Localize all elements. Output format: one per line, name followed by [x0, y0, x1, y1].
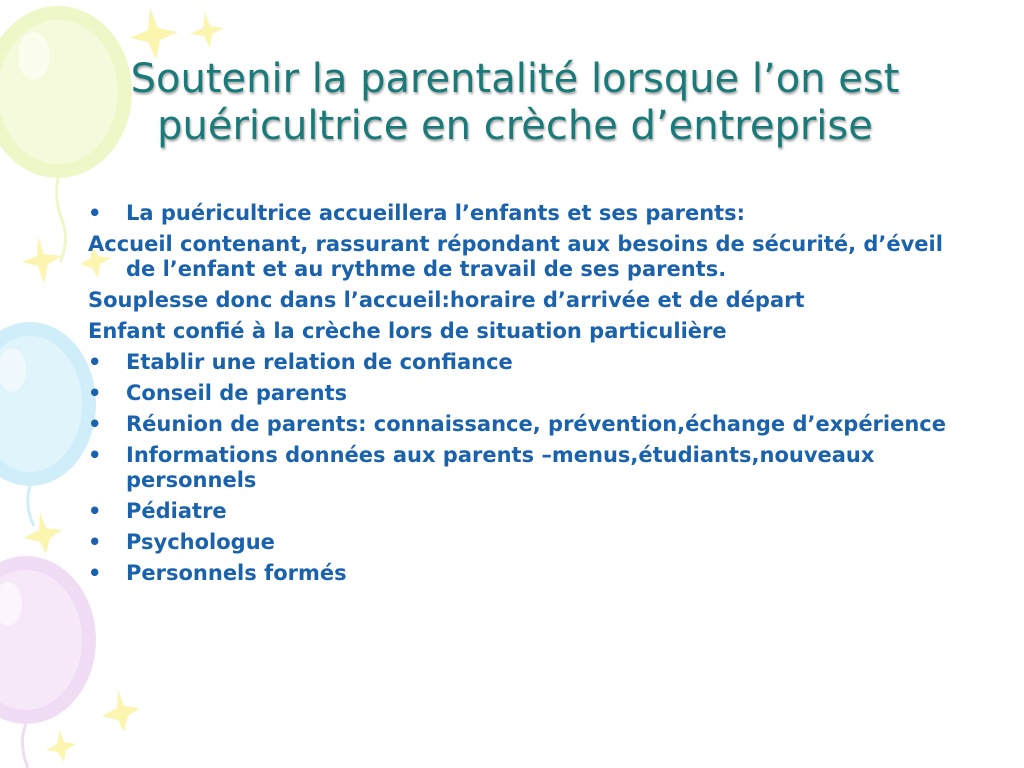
- paragraph-item: [88, 319, 968, 344]
- bullet-text: La puéricultrice accueillera l’enfants et ses parents:: [126, 201, 746, 225]
- bullet-text: Etablir une relation de confiance: [126, 350, 513, 374]
- bullet-text: Informations données aux parents –menus,étudiants,nouveaux personnels: [126, 443, 875, 492]
- paragraph-item: [88, 232, 968, 282]
- paragraph-text: Enfant confié à la crèche lors de situation particulière: [88, 319, 727, 343]
- bullet-icon: •: [88, 499, 102, 523]
- bullet-text: Pédiatre: [126, 499, 227, 523]
- purple-balloon: [0, 556, 96, 768]
- title-line: Soutenir la parentalité lorsque l’on est: [130, 56, 900, 102]
- paragraph-item: [88, 288, 968, 313]
- bullet-item: [88, 499, 968, 524]
- blue-balloon: [0, 322, 96, 526]
- bullet-icon: •: [88, 350, 102, 374]
- bullet-icon: •: [88, 443, 102, 467]
- bullet-item: [88, 381, 968, 406]
- bullet-text: Psychologue: [126, 530, 275, 554]
- bullet-text: Réunion de parents: connaissance, prévention,échange d’expérience: [126, 412, 946, 436]
- confetti-star-icon: [102, 690, 140, 732]
- bullet-item: [88, 350, 968, 375]
- paragraph-text: Accueil contenant, rassurant répondant aux besoins de sécurité, d’éveil de l’enfant et au rythme de travail de ses parents.: [88, 232, 943, 281]
- paragraph-text: Souplesse donc dans l’accueil:horaire d’arrivée et de départ: [88, 288, 805, 312]
- confetti-star-icon: [190, 12, 224, 48]
- bullet-item: [88, 412, 968, 437]
- bullet-item: [88, 443, 968, 493]
- confetti-star-icon: [22, 236, 62, 284]
- bullet-icon: •: [88, 530, 102, 554]
- slide-content-list: [88, 201, 968, 592]
- bullet-item: [88, 561, 968, 586]
- bullet-text: Personnels formés: [126, 561, 347, 585]
- bullet-icon: •: [88, 412, 102, 436]
- confetti-star-icon: [130, 8, 178, 60]
- bullet-item: [88, 530, 968, 555]
- title-line: puéricultrice en crèche d’entreprise: [157, 103, 873, 149]
- bullet-icon: •: [88, 381, 102, 405]
- bullet-item: [88, 201, 968, 226]
- slide-title: [40, 56, 990, 150]
- bullet-icon: •: [88, 561, 102, 585]
- bullet-icon: •: [88, 201, 102, 225]
- confetti-star-icon: [46, 730, 76, 762]
- bullet-text: Conseil de parents: [126, 381, 348, 405]
